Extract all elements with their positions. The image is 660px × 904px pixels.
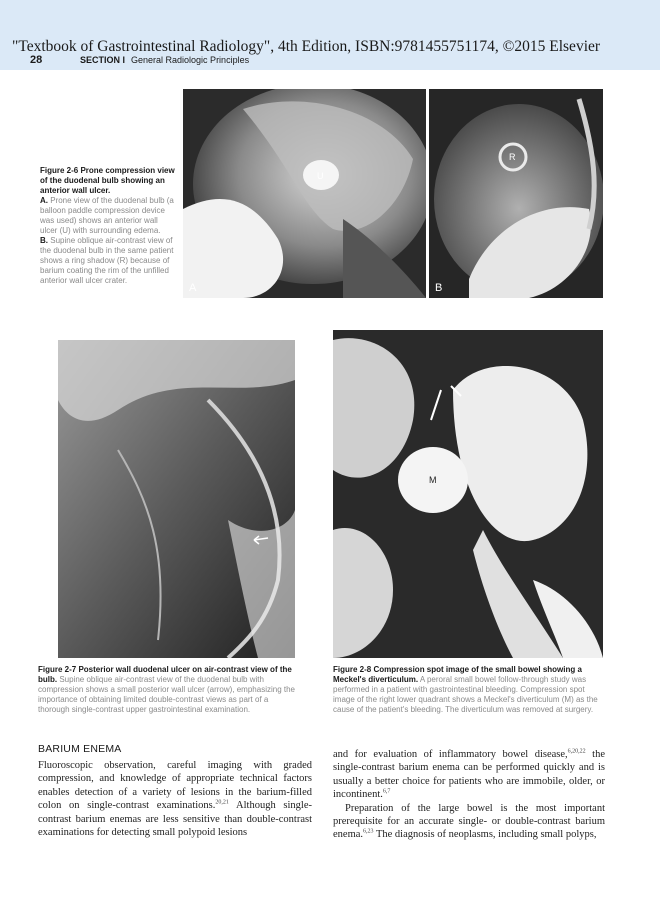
section-title: General Radiologic Principles	[131, 55, 250, 65]
section-label: SECTION I	[80, 55, 126, 65]
panel-letter-b: B	[435, 282, 443, 294]
section-heading: BARIUM ENEMA	[38, 743, 122, 755]
caption-a-label: A.	[40, 196, 48, 205]
page-number: 28	[30, 54, 43, 66]
body-column-left	[38, 759, 312, 839]
figure-2-6b-image	[429, 89, 603, 298]
marker-r: R	[509, 152, 516, 162]
text-run: and for evaluation of inflammatory bowel disease,	[333, 749, 568, 760]
figure-2-6a-image	[183, 89, 426, 298]
figure-2-7-title: Figure 2-7 Posterior wall duodenal ulcer on air-contrast view of the bulb.	[38, 665, 292, 684]
figure-2-6-caption	[40, 166, 176, 286]
reference: 20,21	[215, 799, 229, 806]
marker-m: M	[429, 475, 437, 485]
paragraph	[333, 802, 605, 842]
text-run: Preparation of the large bowel is the most important prerequisite for an accurate single- or double-contrast barium enema.	[333, 802, 605, 841]
figure-2-8-title: Figure 2-8 Compression spot image of the small bowel showing a Meckel's diverticulum.	[333, 665, 582, 684]
caption-a-text: Prone view of the duodenal bulb (a balloon paddle compression device was used) shows an anterior wall ulcer (U) with surrounding edema.	[40, 196, 174, 235]
figure-2-7-text: Supine oblique air-contrast view of the duodenal bulb with compression shows a small posterior wall ulcer (arrow), emphasizing the importance of obtaining limited double-contrast views as part of a thorough single-contrast upper gastrointestinal examination.	[38, 675, 295, 714]
figure-2-8-image	[333, 330, 603, 658]
figure-2-8-text: A peroral small bowel follow-through study was performed in a patient with gastrointestinal bleeding. Compression spot image of the right lower quadrant shows a Meckel's diverticulum (M) as the cause of the patient's bleeding. The diverticulum was removed at surgery.	[333, 675, 598, 714]
running-head	[80, 55, 249, 65]
panel-letter-a: A	[189, 282, 197, 294]
text-run: Fluoroscopic observation, careful imaging with graded compression, and knowledge of appropriate technical factors enables detection of a variety of lesions in the barium-filled colon on single-contrast examinations.	[38, 760, 312, 812]
marker-u: U	[317, 171, 324, 181]
text-run: The diagnosis of neoplasms, including small polyps,	[373, 829, 597, 841]
paragraph	[38, 759, 312, 839]
figure-2-8-caption	[333, 665, 605, 715]
caption-b-label: B.	[40, 236, 48, 245]
figure-2-7-image	[58, 340, 295, 658]
reference: 6,7	[382, 788, 391, 795]
figure-2-7-caption	[38, 665, 300, 715]
source-citation: "Textbook of Gastrointestinal Radiology", 4th Edition, ISBN:9781455751174, ©2015 Elsevier	[12, 38, 601, 55]
body-column-right	[333, 748, 605, 842]
caption-b-text: Supine oblique air-contrast view of the duodenal bulb in the same patient shows a ring shadow (R) because of barium coating the rim of the unfilled anterior wall ulcer crater.	[40, 236, 174, 285]
text-run: Although single-contrast barium enemas are less sensitive than double-contrast examinations for detecting small polypoid lesions	[38, 800, 312, 839]
text-run: the single-contrast barium enema can be performed quickly and is usually a better choice for patients who are immobile, older, or incontinent.	[333, 749, 606, 801]
reference: 6,20,22	[567, 748, 586, 755]
paragraph	[333, 748, 605, 802]
reference: 6,23	[363, 828, 374, 835]
figure-2-6-title: Figure 2-6 Prone compression view of the duodenal bulb showing an anterior wall ulcer.	[40, 166, 175, 195]
